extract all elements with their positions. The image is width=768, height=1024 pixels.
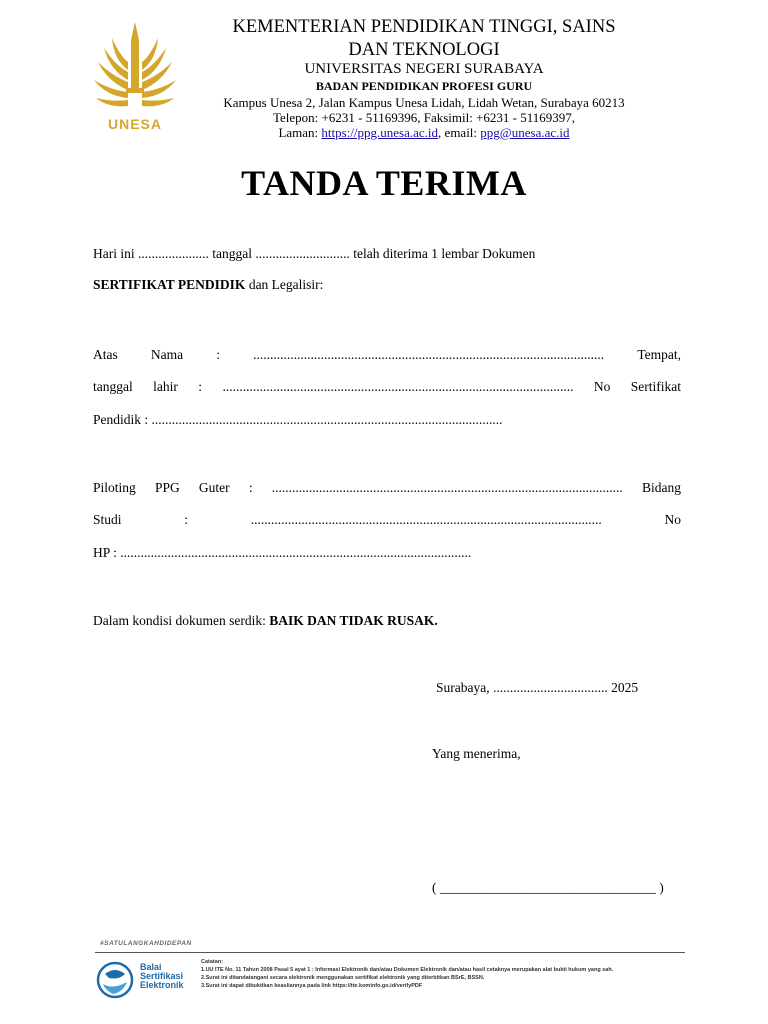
bsre-logo xyxy=(95,960,135,1000)
word: Bidang xyxy=(641,480,681,495)
birthdate-field-line xyxy=(93,379,681,395)
logo-wordmark: UNESA xyxy=(107,116,162,132)
footer-divider xyxy=(95,952,685,953)
university-name: UNIVERSITAS NEGERI SURABAYA xyxy=(304,61,544,77)
legalisir-label: dan Legalisir: xyxy=(245,277,324,292)
ministry-line-2: DAN TEKNOLOGI xyxy=(348,40,500,60)
study-field-line xyxy=(93,512,681,528)
condition-line xyxy=(93,613,438,629)
word: lahir xyxy=(153,379,178,394)
email-label: , email: xyxy=(438,125,481,140)
agency-name: BADAN PENDIDIKAN PROFESI GURU xyxy=(315,79,533,93)
word: No xyxy=(593,379,611,394)
study-blank[interactable]: ........................................................................................................ xyxy=(250,512,602,527)
word: Guter xyxy=(198,480,230,495)
note-1: 1.UU ITE No. 11 Tahun 2008 Pasal 5 ayat 1 : Informasi Elektronik dan/atau Dokumen Elektronik dan/atau hasil cetaknya merupakan alat bukti hukum yang sah. xyxy=(201,967,614,973)
note-2: 2.Surat ini ditandatangani secara elektronik menggunakan sertifikat elektronik yang diterbitkan BSrE, BSSN. xyxy=(201,975,485,981)
email-link[interactable]: ppg@unesa.ac.id xyxy=(480,125,570,140)
word: Studi xyxy=(93,512,122,527)
address-line: Kampus Unesa 2, Jalan Kampus Unesa Lidah, Lidah Wetan, Surabaya 60213 xyxy=(223,95,625,110)
phone-line: Telepon: +6231 - 51169396, Faksimil: +6231 - 51169397, xyxy=(272,110,576,125)
bsre-globe-icon xyxy=(95,960,135,1000)
bsre-wordmark xyxy=(140,963,184,990)
phone-field-line[interactable]: HP : ........................................................................................................ xyxy=(93,545,472,560)
bsre-line: Balai xyxy=(140,962,162,972)
name-field-line xyxy=(93,347,681,363)
word: : xyxy=(248,480,253,495)
footer-notes xyxy=(201,958,613,990)
web-label: Laman: xyxy=(278,125,322,140)
receiver-label: Yang menerima, xyxy=(432,746,521,761)
word: Tempat, xyxy=(637,347,681,362)
contact-line xyxy=(0,125,768,140)
certificate-label: SERTIFIKAT PENDIDIK xyxy=(93,277,246,292)
website-link[interactable]: https://ppg.unesa.ac.id xyxy=(321,125,439,140)
note-3: 3.Surat ini dapat dibuktikan keasliannya pada link https://tte.kominfo.go.id/verifyPDF xyxy=(201,983,423,989)
notes-title: Catatan: xyxy=(201,959,224,965)
place-date-line[interactable]: Surabaya, .................................. 2025 xyxy=(436,680,639,695)
condition-label: Dalam kondisi dokumen serdik: xyxy=(93,613,270,628)
ministry-line-1: KEMENTERIAN PENDIDIKAN TINGGI, SAINS xyxy=(232,17,616,37)
birthdate-blank[interactable]: ........................................................................................................ xyxy=(222,379,574,394)
signature-name-line[interactable]: ( ________________________________ ) xyxy=(432,880,664,895)
word: PPG xyxy=(154,480,180,495)
document-title: TANDA TERIMA xyxy=(241,163,527,203)
certificate-number-line[interactable]: Pendidik : ........................................................................................................ xyxy=(93,412,503,427)
word: : xyxy=(198,379,203,394)
word: Nama xyxy=(150,347,184,362)
bsre-line: Elektronik xyxy=(140,980,184,990)
word: : xyxy=(184,512,189,527)
word: tanggal xyxy=(93,379,133,394)
word: : xyxy=(216,347,221,362)
condition-value: BAIK DAN TIDAK RUSAK. xyxy=(269,613,438,628)
piloting-field-line xyxy=(93,480,681,496)
word: No xyxy=(664,512,681,527)
word: Atas xyxy=(93,347,118,362)
name-blank[interactable]: ........................................................................................................ xyxy=(253,347,605,362)
footer-tagline: #SATULANGKAHDIDEPAN xyxy=(100,940,192,947)
piloting-blank[interactable]: ........................................................................................................ xyxy=(271,480,623,495)
word: Piloting xyxy=(93,480,136,495)
word: Sertifikat xyxy=(630,379,681,394)
bsre-line: Sertifikasi xyxy=(140,971,184,981)
document-type-line xyxy=(93,277,323,293)
received-date-line: Hari ini ..................... tanggal ............................ telah diterima 1 lembar Dokumen xyxy=(93,246,536,261)
